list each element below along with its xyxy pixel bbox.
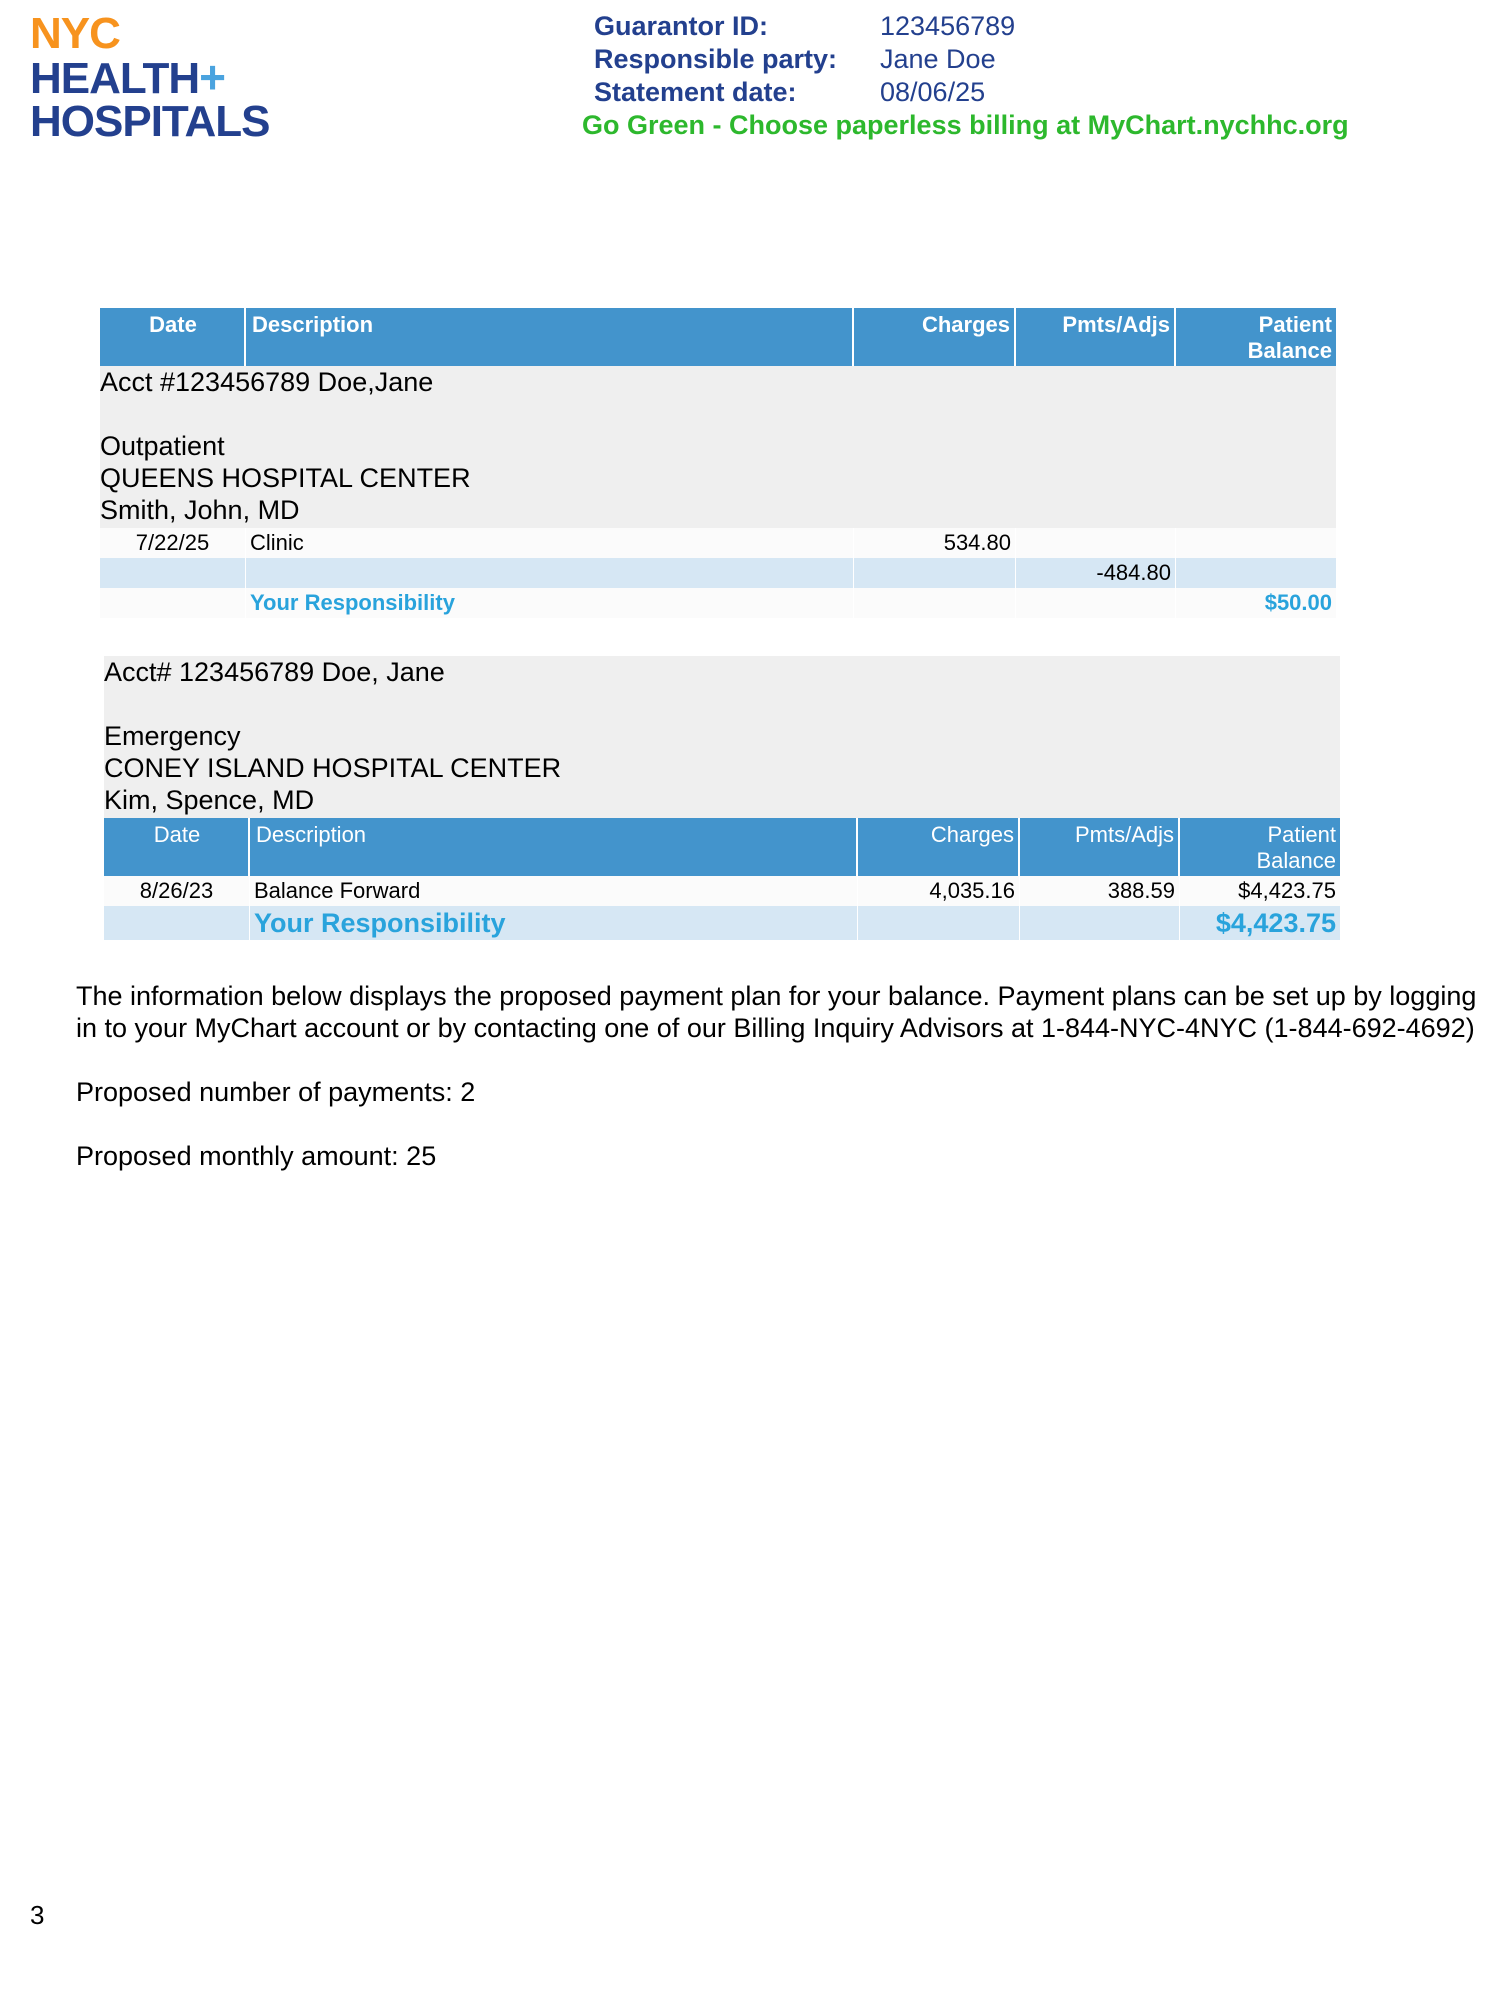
row-balance: $4,423.75: [1238, 878, 1336, 903]
responsibility-amount: $50.00: [1264, 590, 1332, 615]
table-header: [100, 308, 1336, 366]
account-info-block: [104, 656, 1340, 818]
responsible-party-label: Responsible party:: [594, 44, 838, 74]
col-pmts-adjs: Pmts/Adjs: [1016, 308, 1176, 366]
visit-type: Emergency: [104, 721, 241, 751]
row-description: Balance Forward: [250, 876, 858, 906]
col-description: Description: [250, 818, 858, 876]
col-date: Date: [100, 308, 246, 366]
col-pmts-adjs: Pmts/Adjs: [1020, 818, 1180, 876]
logo-plus: +: [199, 51, 227, 104]
proposed-number-of-payments: Proposed number of payments: 2: [76, 1077, 476, 1107]
account-table-2: [104, 656, 1340, 940]
col-charges: Charges: [854, 308, 1016, 366]
responsibility-row: [100, 588, 1336, 618]
col-date: Date: [104, 818, 250, 876]
row-date: 7/22/25: [100, 528, 246, 558]
row-charges: 534.80: [854, 528, 1016, 558]
payment-plan-info: [76, 980, 1496, 1204]
facility-name: CONEY ISLAND HOSPITAL CENTER: [104, 753, 562, 783]
guarantor-value: 123456789: [880, 11, 1016, 41]
row-date: 8/26/23: [104, 876, 250, 906]
row-description: Clinic: [246, 528, 854, 558]
row-balance: [1176, 528, 1336, 558]
account-info-block: [100, 366, 1336, 528]
account-number: Acct# 123456789 Doe, Jane: [104, 657, 445, 687]
nyc-health-hospitals-logo: [30, 9, 270, 147]
provider-name: Kim, Spence, MD: [104, 785, 315, 815]
table-header: [104, 818, 1340, 876]
statement-header: [594, 10, 1015, 109]
paperless-banner: Go Green - Choose paperless billing at MyChart.nychhc.org: [582, 110, 1349, 140]
col-patient-balance: Patient Balance: [1247, 312, 1332, 363]
payment-plan-paragraph: [76, 980, 1496, 1044]
facility-name: QUEENS HOSPITAL CENTER: [100, 463, 471, 493]
table-row: [100, 528, 1336, 558]
responsibility-row: [104, 906, 1340, 940]
account-number: Acct #123456789 Doe,Jane: [100, 367, 434, 397]
col-charges: Charges: [858, 818, 1020, 876]
account-table-1: [100, 308, 1336, 618]
guarantor-label: Guarantor ID:: [594, 11, 769, 41]
proposed-monthly-amount: Proposed monthly amount: 25: [76, 1141, 437, 1171]
provider-name: Smith, John, MD: [100, 495, 300, 525]
page-number: 3: [30, 1900, 45, 1930]
visit-type: Outpatient: [100, 431, 225, 461]
row-charges: 4,035.16: [858, 876, 1020, 906]
statement-date-label: Statement date:: [594, 77, 797, 107]
responsibility-amount: $4,423.75: [1215, 908, 1336, 938]
table-row: [100, 558, 1336, 588]
paragraph-rest: Payment plans can be set up by logging in to your MyChart account or by contacting one of our Billing Inquiry Advisors at 1-844-NYC-4NYC (1-844-692-4692): [76, 981, 1477, 1043]
statement-date-value: 08/06/25: [880, 77, 986, 107]
responsibility-label: Your Responsibility: [246, 588, 854, 618]
responsible-party-value: Jane Doe: [880, 44, 996, 74]
row-pmts: 388.59: [1020, 876, 1180, 906]
table-row: [104, 876, 1340, 906]
paragraph-lead: The information below displays the proposed payment plan for your balance.: [76, 981, 991, 1011]
logo-line-health: HEALTH: [30, 54, 200, 104]
logo-line-nyc: NYC: [30, 9, 120, 58]
responsibility-label: Your Responsibility: [250, 906, 858, 940]
row-adjustment: -484.80: [1016, 558, 1176, 588]
col-patient-balance: Patient Balance: [1256, 822, 1336, 873]
logo-line-hospitals: HOSPITALS: [30, 97, 270, 147]
col-description: Description: [246, 308, 854, 366]
row-pmts: [1016, 528, 1176, 558]
